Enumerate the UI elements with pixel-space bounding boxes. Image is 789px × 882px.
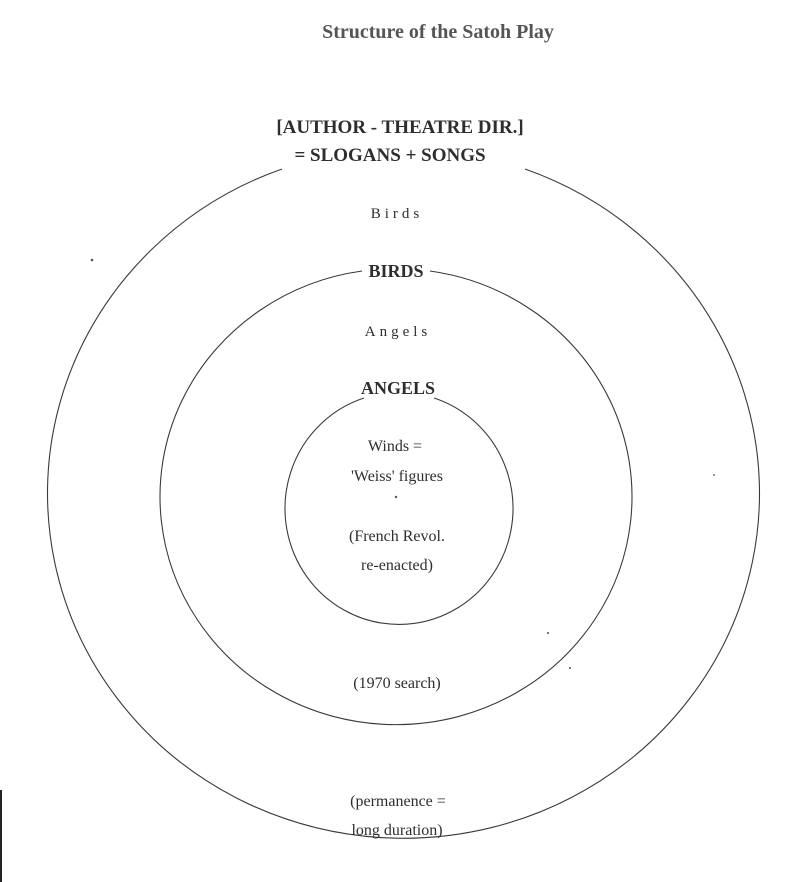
scan-speck [569,667,571,669]
header-author-theatre-dir: [AUTHOR - THEATRE DIR.] [276,117,524,138]
label-french-revol: (French Revol. [349,528,445,545]
label-birds-boundary: BIRDS [368,261,424,281]
diagram-title: Structure of the Satoh Play [322,21,554,43]
inner-circle [285,398,513,624]
scan-edge-shadow [0,790,2,882]
label-angels-boundary: ANGELS [360,378,436,398]
label-angels: Angels [364,324,432,340]
scan-speck [91,259,94,262]
label-birds: Birds [370,206,424,222]
scan-speck [395,496,397,498]
label-permanence: (permanence = [350,793,446,810]
label-1970-search: (1970 search) [353,675,441,692]
scan-speck [713,474,715,476]
label-winds: Winds = [367,438,423,455]
header-slogans-songs: = SLOGANS + SONGS [294,145,486,166]
label-weiss-figures: 'Weiss' figures [350,468,444,485]
scan-speck [547,632,549,634]
label-long-duration: long duration) [351,822,443,839]
label-re-enacted: re-enacted) [361,557,433,574]
